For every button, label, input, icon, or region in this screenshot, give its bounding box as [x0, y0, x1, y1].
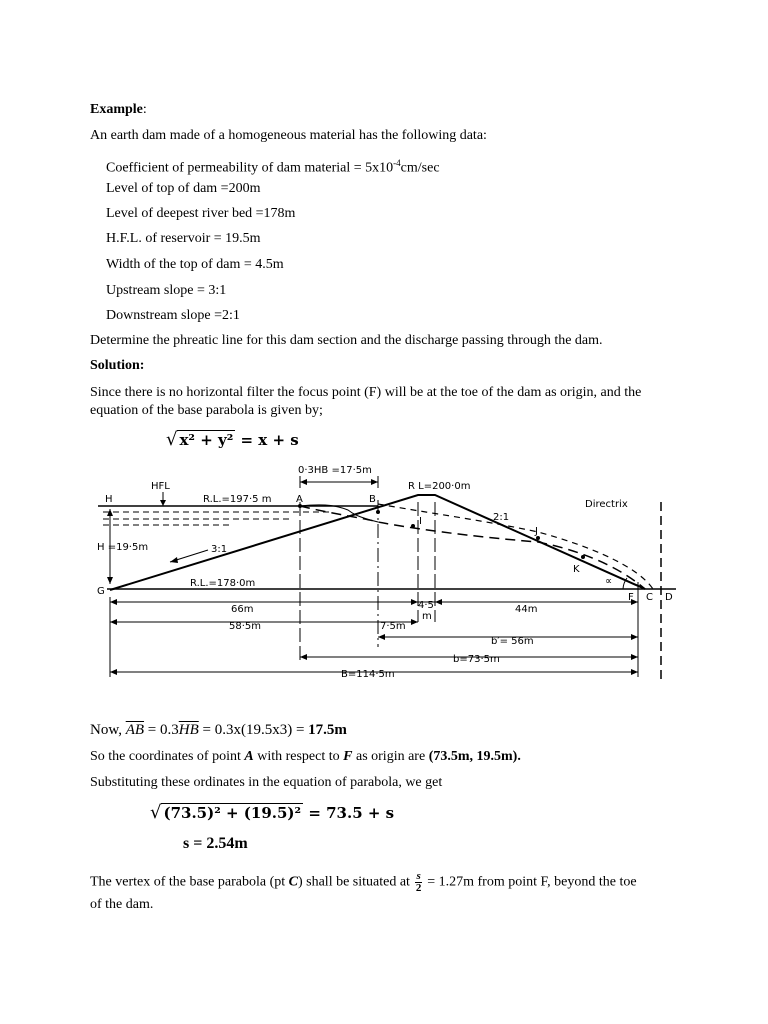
data-upstream-slope: Upstream slope = 3:1 [106, 283, 227, 298]
data-top-width: Width of the top of dam = 4.5m [106, 257, 284, 272]
vertex-line [90, 871, 637, 894]
data-top-level: Level of top of dam =200m [106, 181, 261, 196]
s-over-2-fraction [415, 871, 421, 894]
s-result: s = 2.54m [183, 835, 248, 852]
label-75m: 7·5m [380, 621, 406, 632]
now-prefix: Now, [90, 722, 126, 738]
data-downstream-slope: Downstream slope =2:1 [106, 308, 240, 323]
coord-text-2: with respect to [253, 749, 344, 764]
data-hfl: H.F.L. of reservoir = 19.5m [106, 231, 261, 246]
dam-section-diagram [93, 462, 679, 684]
label-585m: 58·5m [229, 621, 262, 632]
parabola-equation [166, 429, 299, 450]
point-k [581, 555, 585, 559]
label-a-point: A [296, 494, 303, 505]
substitution-text: Substituting these ordinates in the equation of parabola, we get [90, 775, 443, 790]
label-c-point: C [646, 592, 653, 603]
vertex-text-2: ) shall be situated at [297, 874, 414, 890]
label-downstream-slope: 2:1 [493, 512, 510, 523]
hfl-arrowhead [160, 500, 166, 506]
vertex-point-c: C [288, 874, 298, 890]
label-hfl: HFL [151, 481, 170, 492]
fraction-denominator: 2 [415, 882, 422, 894]
label-h-value: H =19·5m [97, 542, 149, 553]
label-45m: m [422, 611, 432, 622]
label-03hb: 0·3HB =17·5m [298, 465, 372, 476]
label-alpha: ∝ [605, 576, 613, 587]
label-b: b=73·5m [453, 654, 500, 665]
phreatic-line [300, 506, 645, 589]
label-b-point: B [369, 494, 376, 505]
now-result: 17.5m [308, 722, 347, 738]
ab-symbol: $\overline{AB}$ [125, 722, 145, 738]
now-calc: = 0.3x(19.5x3) = [198, 722, 309, 738]
coord-point-f: F [343, 749, 353, 764]
label-j-point: J [535, 526, 538, 537]
now-line [90, 721, 347, 739]
substituted-radicand: (73.5)² + (19.5)² [163, 804, 302, 822]
label-directrix: Directrix [585, 499, 628, 510]
permeability-unit: cm/sec [400, 160, 440, 176]
label-f-point: F [628, 592, 634, 603]
coordinates-line [90, 748, 521, 766]
label-d-point: D [665, 592, 673, 603]
label-45: 4·5 [418, 600, 434, 611]
substituted-rhs: = 73.5 + s [303, 804, 395, 822]
label-rl200: R L=200·0m [408, 481, 471, 492]
hb-symbol: $\overline{HB}$ [178, 722, 199, 738]
point-b-marker [376, 510, 380, 514]
label-B: B=114·5m [341, 669, 395, 680]
intro-text: An earth dam made of a homogeneous material has the following data: [90, 128, 487, 143]
radical-sign-2: √ [150, 802, 162, 823]
fraction-numerator: s [416, 870, 421, 882]
label-rl1975: R.L.=197·5 m [203, 494, 272, 505]
label-bprime: b′= 56m [491, 636, 534, 647]
coord-text-3: as origin are [352, 749, 429, 764]
solution-heading: Solution: [90, 358, 145, 373]
solution-text: Since there is no horizontal filter the focus point (F) will be at the toe of the dam as origin, and the equation of the base parabola is given by; [90, 385, 642, 418]
coord-text-1: So the coordinates of point [90, 749, 245, 764]
radical-sign: √ [166, 429, 178, 450]
label-h-point: H [105, 494, 113, 505]
example-colon: : [142, 102, 147, 117]
permeability-exponent: -4 [393, 158, 401, 168]
question-text: Determine the phreatic line for this dam section and the discharge passing through the dam. [90, 333, 603, 348]
label-k-point: K [573, 564, 580, 575]
data-permeability [106, 154, 440, 178]
label-66m: 66m [231, 604, 254, 615]
permeability-text: Coefficient of permeability of dam material = 5x10 [106, 160, 394, 176]
slope-arrowhead [170, 557, 178, 563]
substituted-equation [150, 802, 394, 823]
label-i-point: I [419, 516, 422, 527]
vertex-text-3: = 1.27m from point F, beyond the toe [423, 874, 637, 890]
vertex-text-1: The vertex of the base parabola (pt [90, 874, 289, 890]
data-river-bed: Level of deepest river bed =178m [106, 206, 296, 221]
coord-values: (73.5m, 19.5m). [428, 749, 521, 764]
equation-radicand: x² + y² [179, 431, 234, 449]
label-rl178: R.L.=178·0m [190, 578, 256, 589]
equation-rhs: = x + s [235, 431, 299, 449]
label-44m: 44m [515, 604, 538, 615]
label-upstream-slope: 3:1 [211, 544, 228, 555]
vertex-line-end: of the dam. [90, 897, 154, 912]
coord-point-a: A [244, 749, 254, 764]
example-heading: Example [90, 102, 143, 117]
example-heading-line [90, 101, 147, 119]
label-g-point: G [97, 586, 105, 597]
now-mid: = 0.3 [144, 722, 179, 738]
point-i [411, 524, 415, 528]
